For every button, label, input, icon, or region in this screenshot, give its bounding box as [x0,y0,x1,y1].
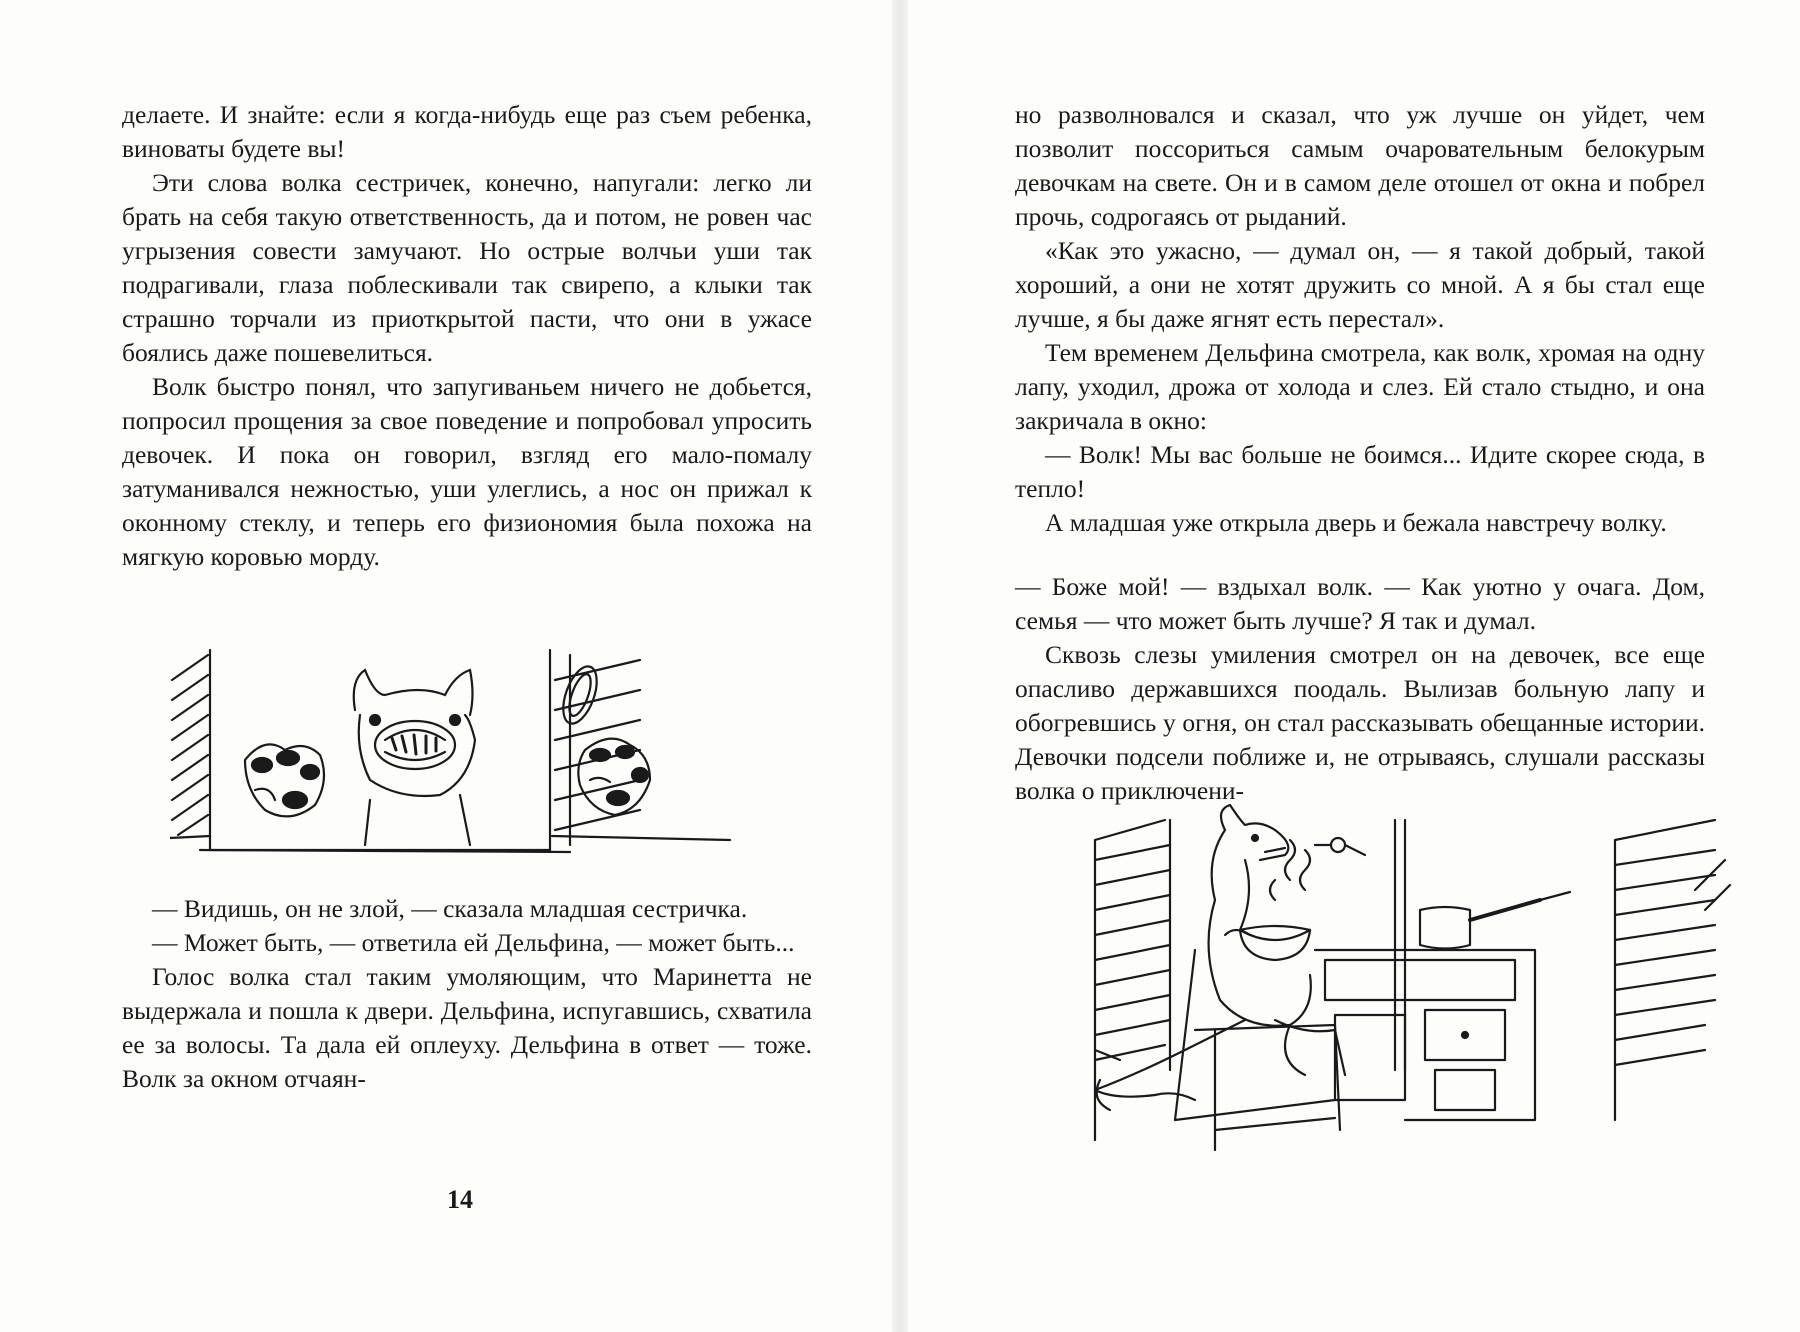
left-page-text-bottom [122,892,812,1096]
left-page-text-top [122,98,812,574]
wolf-at-window-illustration [170,640,810,870]
paragraph: Тем временем Дельфина смотрела, как волк, хромая на одну лапу, уходил, дрожа от холода и слез. Ей стало стыдно, и она закричала в окно: [1015,338,1705,435]
paragraph: «Как это ужасно, — думал он, — я такой добрый, такой хороший, а они не хотят дружить со мной. А я бы стал еще лучше, я бы даже ягнят есть перестал». [1015,236,1705,333]
right-page-text-top [1015,98,1705,540]
paragraph: А младшая уже открыла дверь и бежала навстречу волку. [1045,508,1667,537]
paragraph: Эти слова волка сестричек, конечно, напугали: легко ли брать на себя такую ответственность, да и потом, не ровен час угрызения совести замучают. Но острые волчьи уши так подрагивали, глаза поблескивали так свирепо, а клыки так страшно торчали из приоткрытой пасти, что они в ужасе боялись даже пошевелиться. [122,168,812,367]
paragraph: делаете. И знайте: если я когда-нибудь еще раз съем ребенка, виноваты будете вы! [122,100,812,163]
wolf-by-stove-illustration [1075,800,1735,1160]
paragraph: Сквозь слезы умиления смотрел он на девочек, все еще опасливо державшихся поодаль. Вылизав больную лапу и обогревшись у огня, он стал рассказывать обещанные истории. Девочки подсели поближе и, не отрываясь, слушали рассказы волка о приключени- [1015,640,1705,805]
right-page-text-bottom [1015,570,1705,808]
paragraph: — Видишь, он не злой, — сказала младшая сестричка. [152,894,748,923]
paragraph: — Может быть, — ответила ей Дельфина, — может быть... [152,928,795,957]
paragraph: — Боже мой! — вздыхал волк. — Как уютно у очага. Дом, семья — что может быть лучше? Я так и думал. [1015,572,1705,635]
paragraph: — Волк! Мы вас больше не боимся... Идите скорее сюда, в тепло! [1015,440,1705,503]
paragraph: но разволновался и сказал, что уж лучше он уйдет, чем позволит поссориться самым очаровательным белокурым девочкам на свете. Он и в самом деле отошел от окна и побрел прочь, содрогаясь от рыданий. [1015,100,1705,231]
paragraph: Волк быстро понял, что запугиваньем ничего не добьется, попросил прощения за свое поведение и попробовал упросить девочек. И пока он говорил, взгляд его мало-помалу затуманивался нежностью, уши улеглись, а нос он прижал к оконному стеклу, и теперь его физиономия была похожа на мягкую коровью морду. [122,372,812,571]
paragraph: Голос волка стал таким умоляющим, что Маринетта не выдержала и пошла к двери. Дельфина, испугавшись, схватила ее за волосы. Та дала ей оплеуху. Дельфина в ответ — тоже. Волк за окном отчаян- [122,962,812,1093]
page-number: 14 [447,1185,473,1214]
